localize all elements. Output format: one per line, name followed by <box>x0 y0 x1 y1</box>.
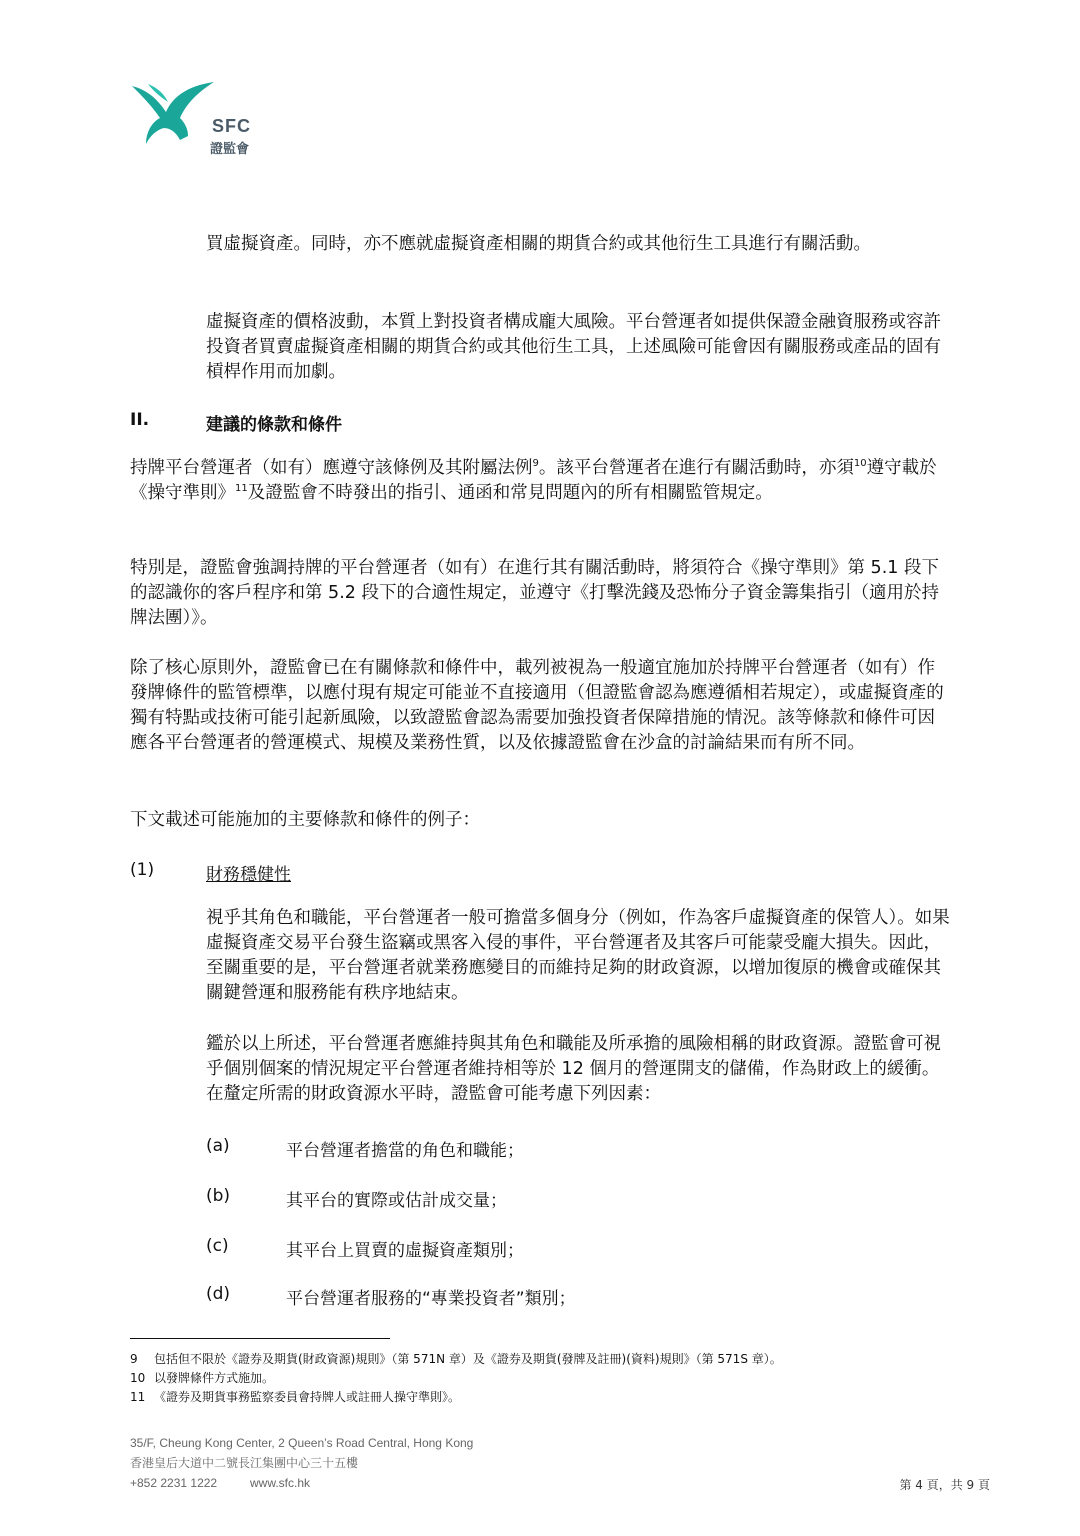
list-item-label: (a) <box>206 1136 230 1156</box>
footer-phone: +852 2231 1222 <box>130 1476 218 1490</box>
footnote-ref-10: 10 <box>853 458 867 470</box>
paragraph-continued-2: 虛擬資產的價格波動，本質上對投資者構成龐大風險。平台營運者如提供保證金融資服務或容許投資者買賣虛擬資產相關的期貨合約或其他衍生工具，上述風險可能會因有關服務或產品的固有槓桿作用而加劇。 <box>206 312 941 382</box>
paragraph-6: 鑑於以上所述，平台營運者應維持與其角色和職能及所承擔的風險相稱的財政資源。證監會可視乎個別個案的情況規定平台營運者維持相等於 12 個月的營運開支的儲備，作為財政上的緩衝。在釐定所需的財政資源水平時，證監會可能考慮下列因素： <box>206 1034 941 1104</box>
paragraph-2: 特別是，證監會強調持牌的平台營運者（如有）在進行其有關活動時，將須符合《操守準則》第 5.1 段下的認識你的客戶程序和第 5.2 段下的合適性規定，並遵守《打擊洗錢及恐怖分子資金籌集指引（適用於持牌法團）》。 <box>130 558 939 628</box>
list-item-label: (c) <box>206 1236 229 1256</box>
page-number: 第 4 頁，共 9 頁 <box>899 1478 990 1492</box>
paragraph-1-part-a: 持牌平台營運者（如有）應遵守該條例及其附屬法例 <box>130 458 533 478</box>
paragraph-1-part-c: 遵守載於《操守準則》 <box>130 458 937 503</box>
paragraph-1 <box>130 456 952 506</box>
footnote-11 <box>130 1388 460 1405</box>
paragraph-5: 視乎其角色和職能，平台營運者一般可擔當多個身分（例如，作為客戶虛擬資產的保管人）。如果虛擬資產交易平台發生盜竊或黑客入侵的事件，平台營運者及其客戶可能蒙受龐大損失。因此，至關重要的是，平台營運者就業務應變目的而維持足夠的財政資源，以增加復原的機會或確保其關鍵營運和服務能有秩序地結束。 <box>206 908 950 1003</box>
paragraph-1-part-d: 及證監會不時發出的指引、通函和常見問題內的所有相關監管規定。 <box>247 483 773 503</box>
section-title: 建議的條款和條件 <box>206 415 342 435</box>
paragraph-1-part-b: 。該平台營運者在進行有關活動時，亦須 <box>538 458 854 478</box>
logo-text: SFC <box>212 116 251 136</box>
list-item-text: 其平台上買賣的虛擬資產類別； <box>286 1241 524 1261</box>
footnote-text: 以發牌條件方式施加。 <box>154 1371 275 1385</box>
footer-address-cn: 香港皇后大道中二號長江集團中心三十五樓 <box>130 1456 359 1470</box>
footer-website[interactable]: www.sfc.hk <box>250 1476 311 1490</box>
paragraph-3: 除了核心原則外，證監會已在有關條款和條件中，載列被視為一般適宜施加於持牌平台營運者（如有）作發牌條件的監管標準，以應付現有規定可能並不直接適用（但證監會認為應遵循相若規定），或虛擬資產的獨有特點或技術可能引起新風險，以致證監會認為需要加強投資者保障措施的情況。該等條款和條件可因應各平台營運者的營運模式、規模及業務性質，以及依據證監會在沙盒的討論結果而有所不同。 <box>130 658 944 753</box>
list-item-label: (d) <box>206 1284 231 1304</box>
paragraph-4: 下文載述可能施加的主要條款和條件的例子： <box>130 810 480 830</box>
sfc-logo <box>128 78 268 164</box>
subsection-title: 財務穩健性 <box>206 865 291 885</box>
footnote-10 <box>130 1369 274 1386</box>
footnote-ref-9: 9 <box>532 458 539 470</box>
section-number: II. <box>130 410 150 430</box>
logo-cn: 證監會 <box>210 142 250 157</box>
list-item-text: 平台營運者服務的“專業投資者”類別； <box>286 1289 576 1309</box>
footnote-9 <box>130 1350 782 1367</box>
footer-address-en: 35/F, Cheung Kong Center, 2 Queen’s Road Central, Hong Kong <box>130 1436 474 1450</box>
list-item-text: 其平台的實際或估計成交量； <box>286 1191 507 1211</box>
footnote-text: 包括但不限於《證券及期貨(財政資源)規則》（第 571N 章）及《證券及期貨(發牌及註冊)(資料)規則》（第 571S 章）。 <box>154 1352 782 1366</box>
footnote-number: 9 <box>130 1352 138 1366</box>
footnote-divider <box>130 1338 390 1339</box>
paragraph-continued-1: 買虛擬資產。同時，亦不應就虛擬資產相關的期貨合約或其他衍生工具進行有關活動。 <box>206 234 871 254</box>
list-item-label: (b) <box>206 1186 231 1206</box>
subsection-number: (1) <box>130 860 155 880</box>
list-item-text: 平台營運者擔當的角色和職能； <box>286 1141 524 1161</box>
footnote-number: 11 <box>130 1390 146 1404</box>
eagle-icon <box>128 78 218 148</box>
footnote-number: 10 <box>130 1371 146 1385</box>
footnote-text: 《證券及期貨事務監察委員會持牌人或註冊人操守準則》。 <box>154 1390 461 1404</box>
footnote-ref-11: 11 <box>235 483 248 495</box>
